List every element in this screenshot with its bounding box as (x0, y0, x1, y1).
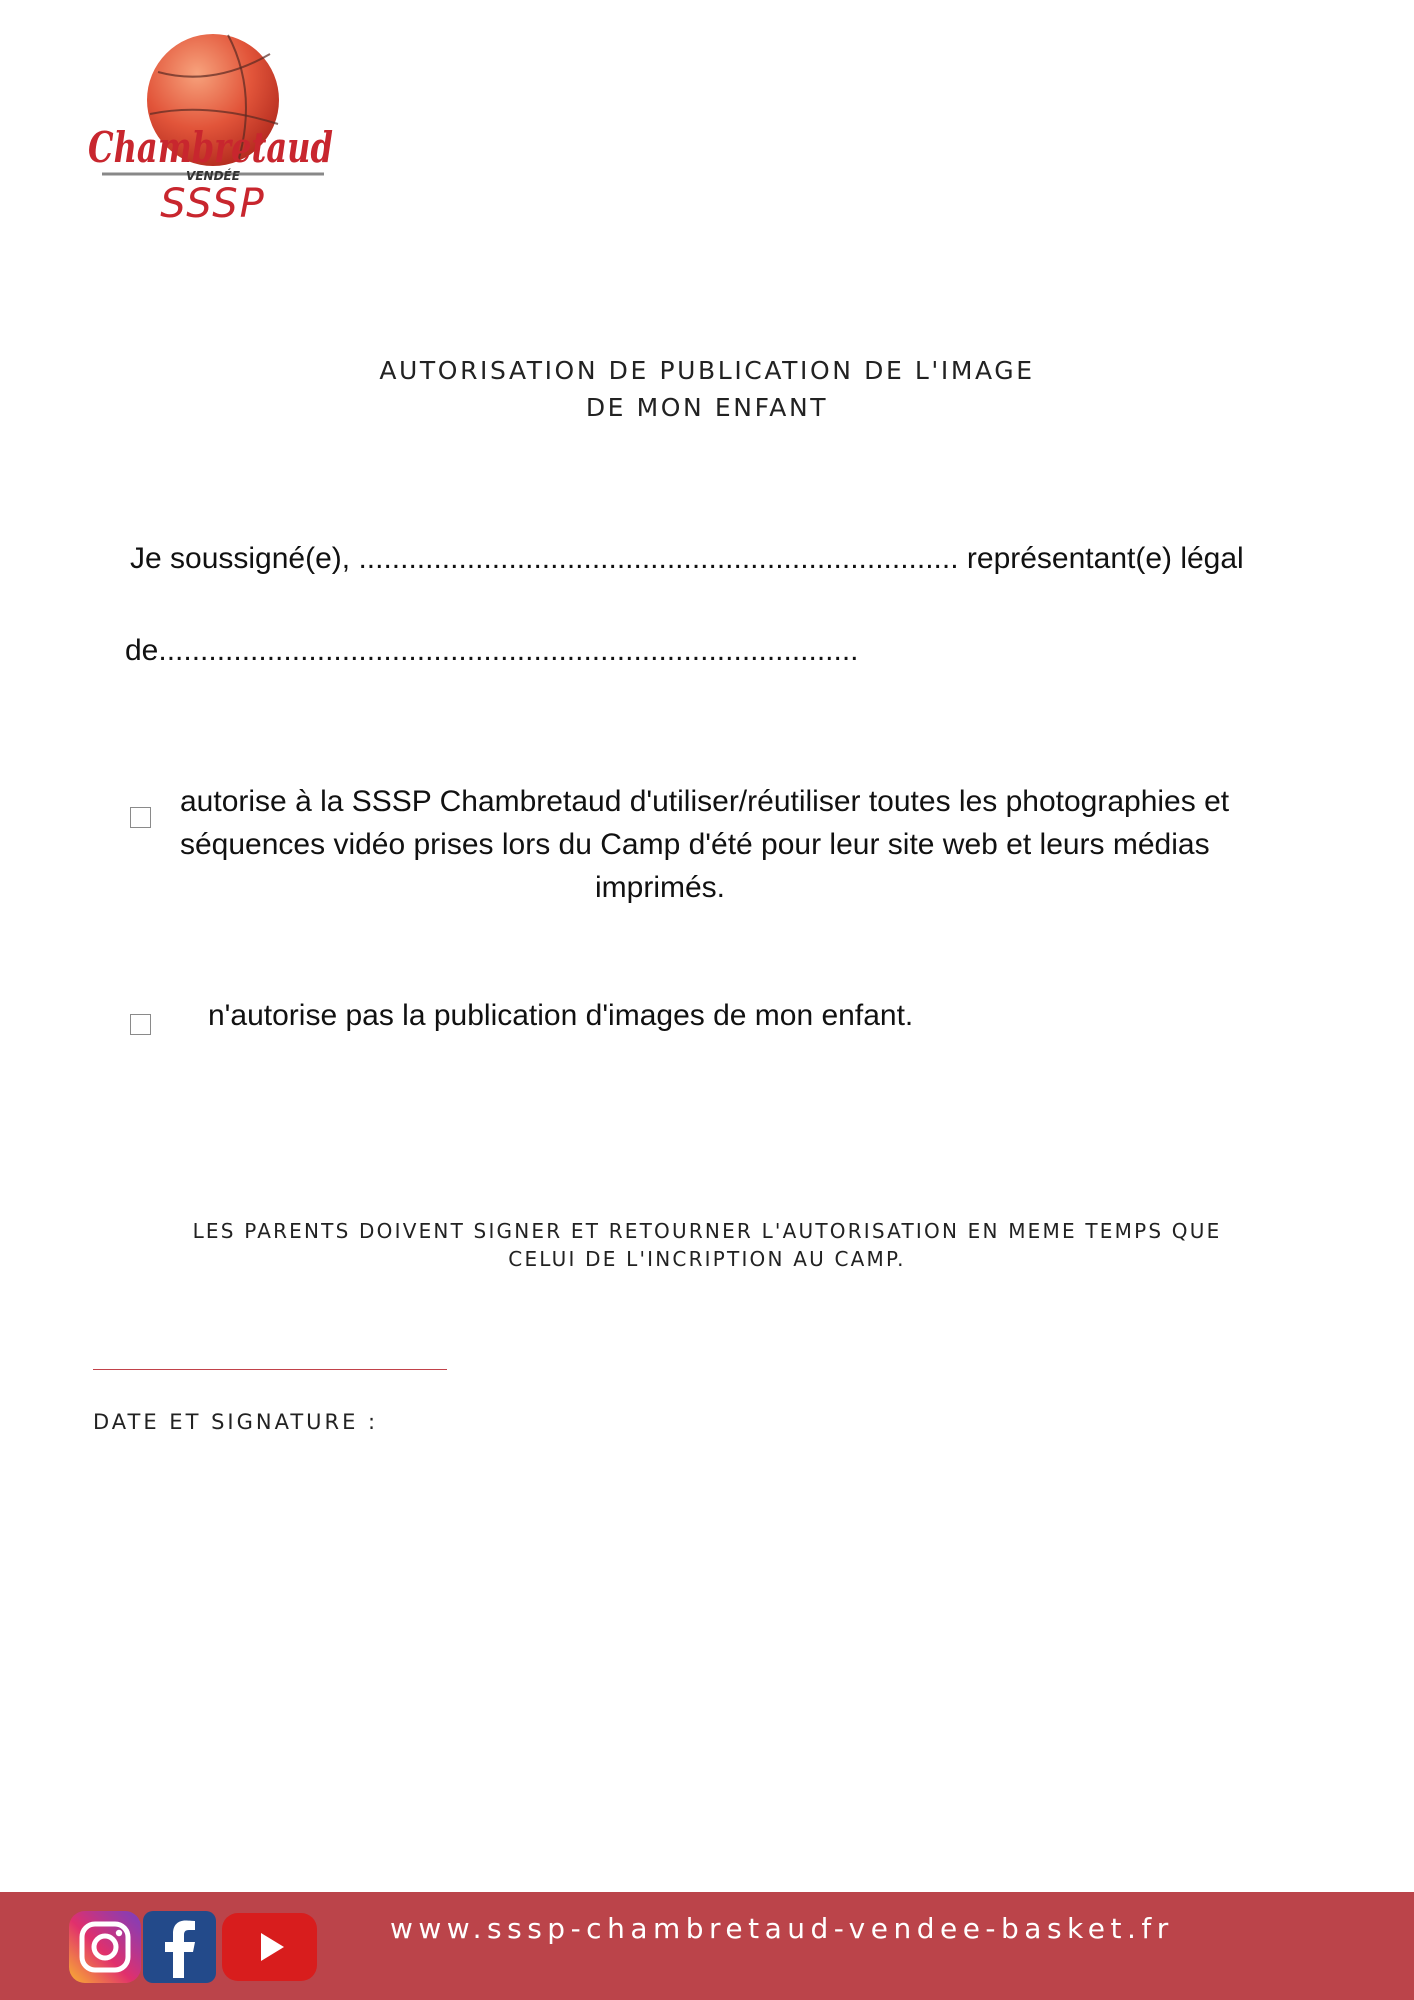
facebook-icon (142, 1910, 217, 1984)
refuse-option-text: n'autorise pas la publication d'images de mon enfant. (208, 999, 914, 1032)
youtube-icon (221, 1910, 318, 1984)
club-logo (88, 32, 338, 227)
website-url[interactable]: www.sssp-chambretaud-vendee-basket.fr (390, 1912, 1174, 1945)
signature-line (93, 1369, 447, 1370)
authorize-option-text (180, 780, 1230, 909)
youtube-link[interactable] (221, 1910, 318, 1984)
authorize-option-line-1: autorise à la SSSP Chambretaud d'utiliser/réutiliser toutes les photographies et (180, 785, 1230, 818)
signature-label: DATE ET SIGNATURE : (93, 1410, 379, 1434)
logo-region: VENDÉE (186, 169, 240, 183)
child-name-line: de.................................................................................... (125, 634, 859, 667)
parents-notice (0, 1217, 1414, 1273)
authorize-option-line-2: séquences vidéo prises lors du Camp d'été pour leur site web et leurs médias (180, 828, 1210, 861)
document-title (0, 352, 1414, 426)
guardian-name-line: Je soussigné(e), ........................................................................ représentant(e) légal (130, 542, 1244, 575)
parents-notice-line-2: CELUI DE L'INCRIPTION AU CAMP. (508, 1247, 906, 1271)
document-title-line-1: AUTORISATION DE PUBLICATION DE L'IMAGE (379, 356, 1035, 385)
instagram-icon (68, 1910, 142, 1984)
logo-club: SSSP (160, 181, 266, 227)
authorize-option-line-3: imprimés. (594, 871, 725, 904)
basketball-logo-icon (88, 32, 338, 227)
document-title-line-2: DE MON ENFANT (585, 393, 829, 422)
footer-bar (0, 1892, 1414, 2000)
facebook-link[interactable] (142, 1910, 217, 1984)
instagram-link[interactable] (68, 1910, 142, 1984)
authorize-checkbox[interactable] (130, 807, 151, 828)
logo-brand-name: Chambretaud (88, 123, 333, 172)
parents-notice-line-1: LES PARENTS DOIVENT SIGNER ET RETOURNER L'AUTORISATION EN MEME TEMPS QUE (192, 1219, 1222, 1243)
refuse-checkbox[interactable] (130, 1014, 151, 1035)
